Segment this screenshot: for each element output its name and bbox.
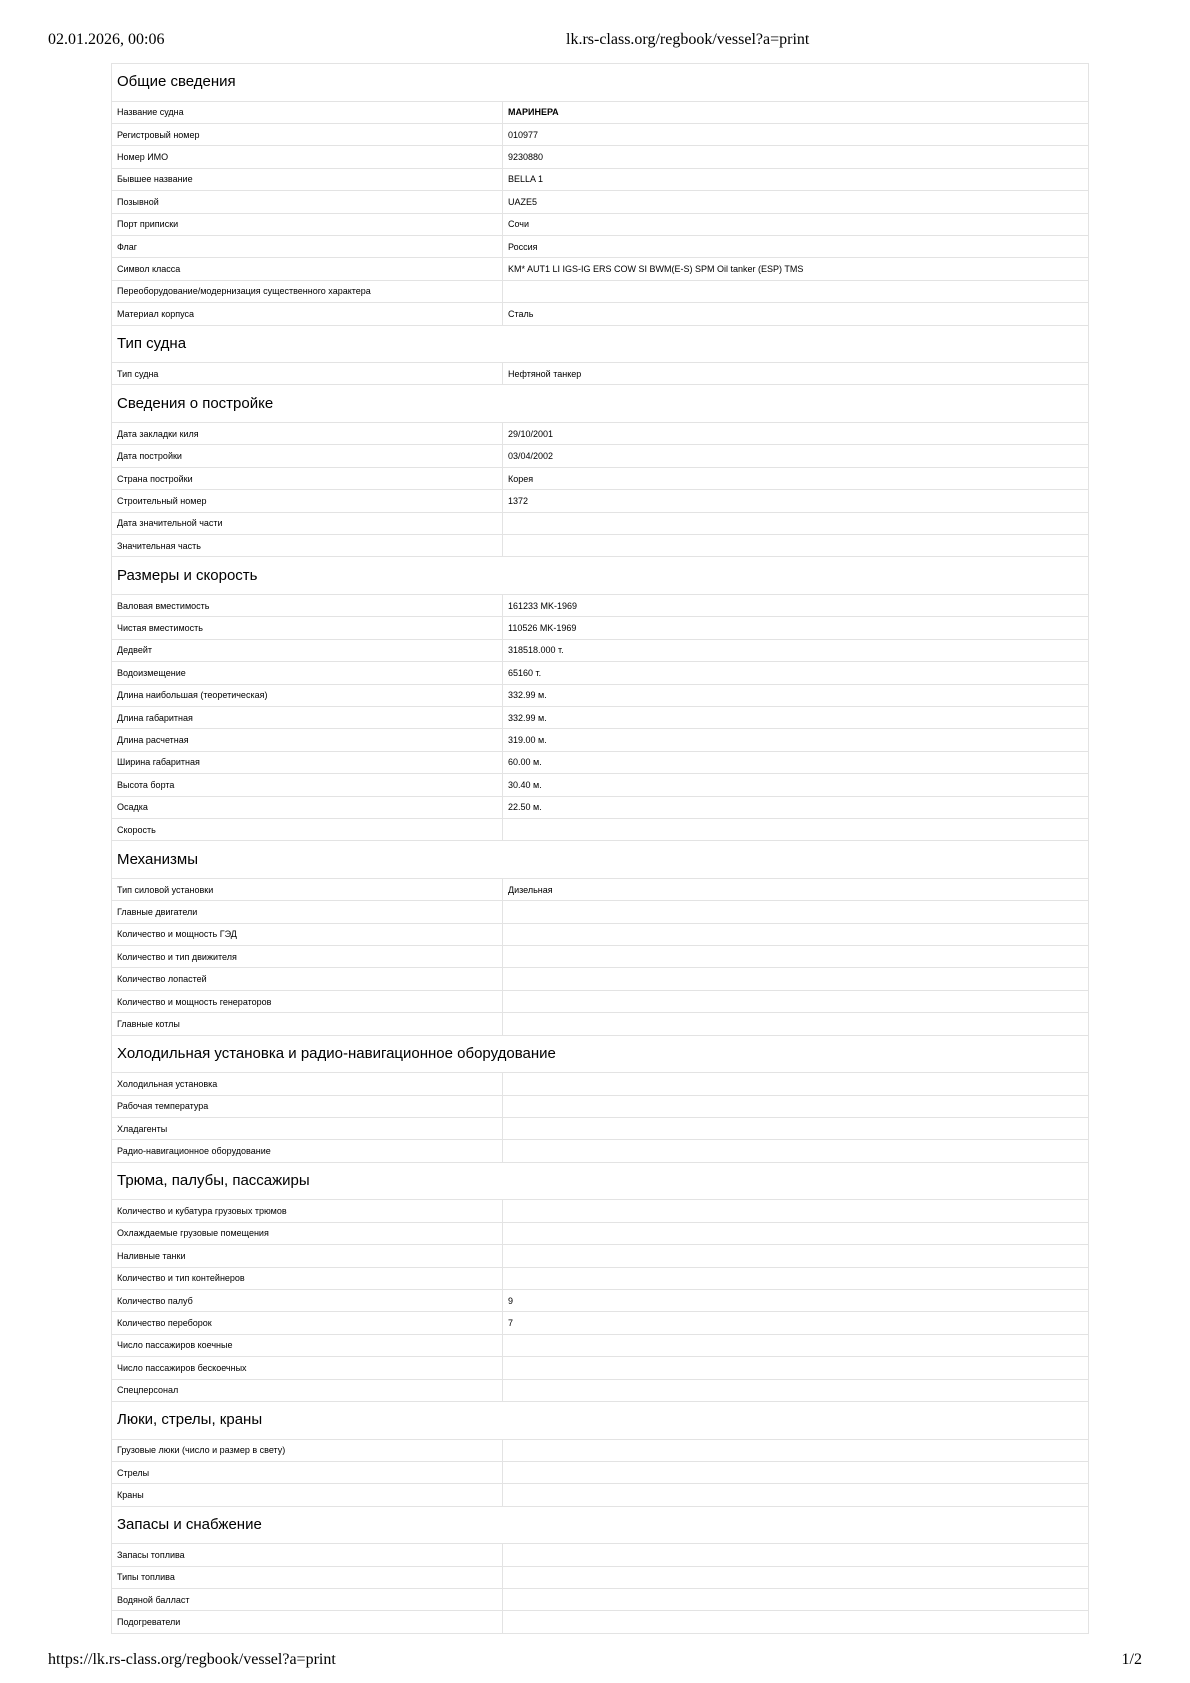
- table-row: [112, 490, 1089, 512]
- section-header-row: [112, 64, 1089, 102]
- field-label: Название судна: [112, 101, 503, 123]
- table-row: [112, 235, 1089, 257]
- field-label: Порт приписки: [112, 213, 503, 235]
- section-header-row: [112, 1401, 1089, 1439]
- section-title: Трюма, палубы, пассажиры: [112, 1162, 1089, 1200]
- table-row: [112, 751, 1089, 773]
- field-label: Номер ИМО: [112, 146, 503, 168]
- field-value: Нефтяной танкер: [503, 363, 1089, 385]
- field-value: UAZE5: [503, 191, 1089, 213]
- table-row: [112, 1589, 1089, 1611]
- field-value: [503, 1222, 1089, 1244]
- field-value: Корея: [503, 467, 1089, 489]
- field-value: [503, 1379, 1089, 1401]
- table-row: [112, 923, 1089, 945]
- page-number: 1/2: [1121, 1651, 1142, 1668]
- table-row: [112, 729, 1089, 751]
- table-row: [112, 617, 1089, 639]
- field-value: [503, 1013, 1089, 1035]
- section-header-row: [112, 1035, 1089, 1073]
- field-value: [503, 280, 1089, 302]
- field-label: Количество и мощность ГЭД: [112, 923, 503, 945]
- field-label: Запасы топлива: [112, 1544, 503, 1566]
- print-header: [48, 31, 1142, 53]
- field-label: Длина расчетная: [112, 729, 503, 751]
- field-label: Длина наибольшая (теоретическая): [112, 684, 503, 706]
- field-label: Хладагенты: [112, 1118, 503, 1140]
- section-header-row: [112, 841, 1089, 879]
- table-row: [112, 1439, 1089, 1461]
- field-value: 161233 MK-1969: [503, 595, 1089, 617]
- field-value: [503, 1439, 1089, 1461]
- table-row: [112, 280, 1089, 302]
- field-value: 29/10/2001: [503, 423, 1089, 445]
- field-value: Сталь: [503, 303, 1089, 325]
- table-row: [112, 191, 1089, 213]
- table-row: [112, 213, 1089, 235]
- field-value: [503, 1095, 1089, 1117]
- field-label: Количество палуб: [112, 1289, 503, 1311]
- section-title: Общие сведения: [112, 64, 1089, 102]
- table-row: [112, 1222, 1089, 1244]
- table-row: [112, 258, 1089, 280]
- table-row: [112, 1461, 1089, 1483]
- table-row: [112, 662, 1089, 684]
- table-row: [112, 445, 1089, 467]
- field-value: 9: [503, 1289, 1089, 1311]
- field-value: 332.99 м.: [503, 684, 1089, 706]
- print-datetime: 02.01.2026, 00:06: [48, 31, 165, 48]
- section-header-row: [112, 1162, 1089, 1200]
- field-label: Главные двигатели: [112, 901, 503, 923]
- field-value: 9230880: [503, 146, 1089, 168]
- field-value: [503, 1200, 1089, 1222]
- table-row: [112, 1140, 1089, 1162]
- field-label: Наливные танки: [112, 1245, 503, 1267]
- field-value: 7: [503, 1312, 1089, 1334]
- field-label: Регистровый номер: [112, 123, 503, 145]
- field-value: [503, 535, 1089, 557]
- field-label: Страна постройки: [112, 467, 503, 489]
- section-header-row: [112, 1506, 1089, 1544]
- section-header-row: [112, 385, 1089, 423]
- print-footer: [48, 1651, 1142, 1673]
- field-label: Количество и мощность генераторов: [112, 990, 503, 1012]
- field-value: [503, 1484, 1089, 1506]
- field-label: Типы топлива: [112, 1566, 503, 1588]
- field-label: Краны: [112, 1484, 503, 1506]
- table-row: [112, 946, 1089, 968]
- field-label: Водоизмещение: [112, 662, 503, 684]
- field-value: [503, 1461, 1089, 1483]
- table-row: [112, 990, 1089, 1012]
- table-row: [112, 1267, 1089, 1289]
- table-row: [112, 1245, 1089, 1267]
- section-title: Размеры и скорость: [112, 557, 1089, 595]
- field-value: 03/04/2002: [503, 445, 1089, 467]
- table-row: [112, 818, 1089, 840]
- table-row: [112, 1544, 1089, 1566]
- table-row: [112, 1095, 1089, 1117]
- table-row: [112, 774, 1089, 796]
- table-row: [112, 1566, 1089, 1588]
- field-value: BELLA 1: [503, 168, 1089, 190]
- field-value: [503, 1589, 1089, 1611]
- field-value: 332.99 м.: [503, 706, 1089, 728]
- field-label: Стрелы: [112, 1461, 503, 1483]
- field-label: Чистая вместимость: [112, 617, 503, 639]
- table-row: [112, 467, 1089, 489]
- table-row: [112, 1200, 1089, 1222]
- table-row: [112, 1013, 1089, 1035]
- field-value: [503, 968, 1089, 990]
- table-row: [112, 146, 1089, 168]
- field-value: [503, 1118, 1089, 1140]
- table-row: [112, 101, 1089, 123]
- field-value: Дизельная: [503, 878, 1089, 900]
- field-value: 65160 т.: [503, 662, 1089, 684]
- table-row: [112, 363, 1089, 385]
- field-label: Количество и тип контейнеров: [112, 1267, 503, 1289]
- field-value: [503, 901, 1089, 923]
- field-value: [503, 1073, 1089, 1095]
- table-row: [112, 796, 1089, 818]
- field-label: Число пассажиров бескоечных: [112, 1357, 503, 1379]
- field-value: [503, 1334, 1089, 1356]
- field-value: 318518.000 т.: [503, 639, 1089, 661]
- table-row: [112, 423, 1089, 445]
- field-label: Переоборудование/модернизация существенного характера: [112, 280, 503, 302]
- register-grid: [111, 63, 1089, 1634]
- field-label: Дата постройки: [112, 445, 503, 467]
- section-title: Холодильная установка и радио-навигационное оборудование: [112, 1035, 1089, 1073]
- table-row: [112, 303, 1089, 325]
- table-row: [112, 168, 1089, 190]
- table-row: [112, 1312, 1089, 1334]
- field-label: Длина габаритная: [112, 706, 503, 728]
- section-title: Сведения о постройке: [112, 385, 1089, 423]
- field-label: Значительная часть: [112, 535, 503, 557]
- field-value: Россия: [503, 235, 1089, 257]
- table-row: [112, 535, 1089, 557]
- table-row: [112, 1289, 1089, 1311]
- field-label: Холодильная установка: [112, 1073, 503, 1095]
- field-label: Число пассажиров коечные: [112, 1334, 503, 1356]
- vessel-register-table: [111, 63, 1089, 1634]
- field-label: Материал корпуса: [112, 303, 503, 325]
- section-title: Запасы и снабжение: [112, 1506, 1089, 1544]
- print-header-url: lk.rs-class.org/regbook/vessel?a=print: [566, 31, 810, 48]
- field-value: [503, 1611, 1089, 1633]
- table-row: [112, 1379, 1089, 1401]
- field-value: 319.00 м.: [503, 729, 1089, 751]
- table-row: [112, 639, 1089, 661]
- table-row: [112, 901, 1089, 923]
- field-value: 1372: [503, 490, 1089, 512]
- field-value: [503, 1267, 1089, 1289]
- field-label: Тип силовой установки: [112, 878, 503, 900]
- field-value: 110526 MK-1969: [503, 617, 1089, 639]
- table-row: [112, 684, 1089, 706]
- field-value: [503, 512, 1089, 534]
- field-value: [503, 818, 1089, 840]
- table-row: [112, 968, 1089, 990]
- field-value: Сочи: [503, 213, 1089, 235]
- field-label: Количество лопастей: [112, 968, 503, 990]
- field-label: Флаг: [112, 235, 503, 257]
- field-label: Ширина габаритная: [112, 751, 503, 773]
- field-value: [503, 1140, 1089, 1162]
- field-value: [503, 946, 1089, 968]
- section-title: Механизмы: [112, 841, 1089, 879]
- field-value: [503, 1357, 1089, 1379]
- field-label: Дата закладки киля: [112, 423, 503, 445]
- table-row: [112, 1357, 1089, 1379]
- print-footer-url: https://lk.rs-class.org/regbook/vessel?a=print: [48, 1651, 336, 1668]
- table-row: [112, 1484, 1089, 1506]
- field-label: Валовая вместимость: [112, 595, 503, 617]
- section-header-row: [112, 325, 1089, 363]
- field-value: [503, 923, 1089, 945]
- section-title: Тип судна: [112, 325, 1089, 363]
- table-row: [112, 1611, 1089, 1633]
- field-label: Количество переборок: [112, 1312, 503, 1334]
- field-value: 22.50 м.: [503, 796, 1089, 818]
- field-value: 30.40 м.: [503, 774, 1089, 796]
- field-label: Осадка: [112, 796, 503, 818]
- field-label: Высота борта: [112, 774, 503, 796]
- field-label: Радио-навигационное оборудование: [112, 1140, 503, 1162]
- field-label: Строительный номер: [112, 490, 503, 512]
- table-row: [112, 1334, 1089, 1356]
- field-label: Спецперсонал: [112, 1379, 503, 1401]
- field-label: Количество и тип движителя: [112, 946, 503, 968]
- field-value: [503, 1544, 1089, 1566]
- field-label: Позывной: [112, 191, 503, 213]
- table-row: [112, 878, 1089, 900]
- field-label: Скорость: [112, 818, 503, 840]
- table-row: [112, 1118, 1089, 1140]
- field-label: Подогреватели: [112, 1611, 503, 1633]
- field-label: Грузовые люки (число и размер в свету): [112, 1439, 503, 1461]
- field-label: Главные котлы: [112, 1013, 503, 1035]
- field-label: Дата значительной части: [112, 512, 503, 534]
- field-value: [503, 1566, 1089, 1588]
- field-value: KM* AUT1 LI IGS-IG ERS COW SI BWM(E-S) SPM Oil tanker (ESP) TMS: [503, 258, 1089, 280]
- table-row: [112, 706, 1089, 728]
- field-label: Количество и кубатура грузовых трюмов: [112, 1200, 503, 1222]
- field-label: Охлаждаемые грузовые помещения: [112, 1222, 503, 1244]
- table-row: [112, 1073, 1089, 1095]
- section-title: Люки, стрелы, краны: [112, 1401, 1089, 1439]
- field-label: Бывшее название: [112, 168, 503, 190]
- field-label: Рабочая температура: [112, 1095, 503, 1117]
- field-label: Символ класса: [112, 258, 503, 280]
- field-label: Тип судна: [112, 363, 503, 385]
- field-value: 60.00 м.: [503, 751, 1089, 773]
- field-label: Водяной балласт: [112, 1589, 503, 1611]
- table-row: [112, 512, 1089, 534]
- field-value: 010977: [503, 123, 1089, 145]
- field-value: [503, 990, 1089, 1012]
- section-header-row: [112, 557, 1089, 595]
- table-row: [112, 123, 1089, 145]
- table-row: [112, 595, 1089, 617]
- field-label: Дедвейт: [112, 639, 503, 661]
- field-value: [503, 1245, 1089, 1267]
- field-value: МАРИНЕРА: [503, 101, 1089, 123]
